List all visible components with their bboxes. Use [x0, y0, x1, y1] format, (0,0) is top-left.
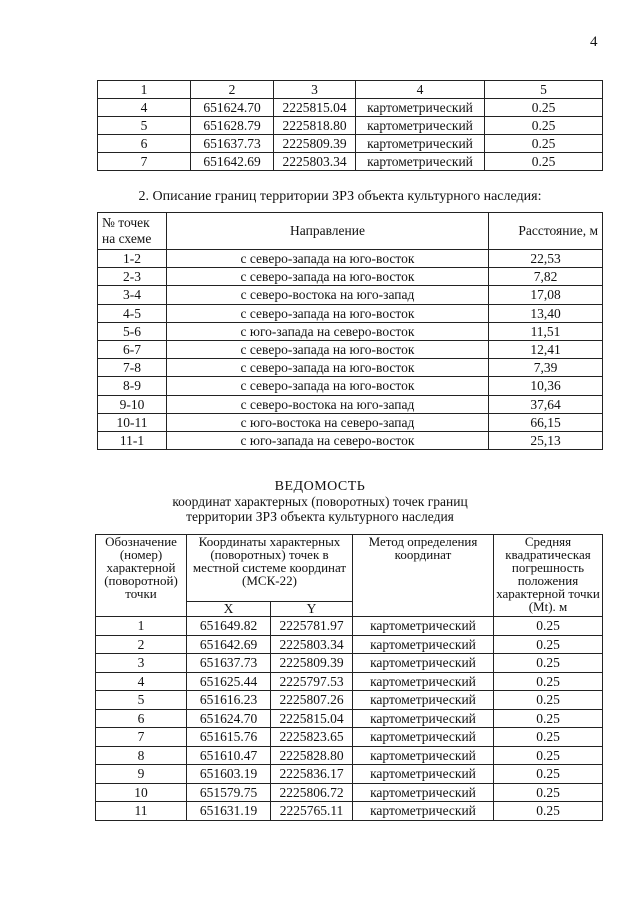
table-row	[96, 802, 603, 821]
table-cell: 651642.69	[187, 635, 271, 654]
table-cell: 25,13	[489, 431, 603, 449]
table-cell: 2225815.04	[274, 99, 356, 117]
table-cell: 0.25	[494, 617, 603, 636]
table-cell: 2225809.39	[274, 135, 356, 153]
table-row	[96, 746, 603, 765]
table-cell: 9-10	[98, 395, 167, 413]
table-cell: 0.25	[485, 135, 603, 153]
table-cell: 17,08	[489, 286, 603, 304]
table-cell: с северо-запада на юго-восток	[167, 268, 489, 286]
table-row	[98, 322, 603, 340]
table-cell: картометрический	[356, 117, 485, 135]
table-cell: 2225765.11	[271, 802, 353, 821]
table-cell: 6-7	[98, 340, 167, 358]
table-cell: картометрический	[353, 783, 494, 802]
table-cell: 2225815.04	[271, 709, 353, 728]
table-cell: картометрический	[356, 135, 485, 153]
header-cell: 3	[274, 81, 356, 99]
table-cell: 5-6	[98, 322, 167, 340]
table-cell: 10,36	[489, 377, 603, 395]
table-cell: с юго-запада на северо-восток	[167, 322, 489, 340]
table-cell: 0.25	[485, 117, 603, 135]
table-cell: 0.25	[494, 654, 603, 673]
table-cell: картометрический	[356, 153, 485, 171]
table-row	[98, 304, 603, 322]
table-cell: картометрический	[353, 654, 494, 673]
table-cell: картометрический	[353, 617, 494, 636]
table-cell: 2225828.80	[271, 746, 353, 765]
table-cell: 2225806.72	[271, 783, 353, 802]
coordinates-table-continued	[97, 80, 603, 171]
table-cell: 7	[96, 728, 187, 747]
boundary-description-caption: 2. Описание границ территории ЗРЗ объекта культурного наследия:	[138, 189, 542, 204]
table-cell: 1-2	[98, 250, 167, 268]
table-cell: картометрический	[353, 802, 494, 821]
table-cell: 2225836.17	[271, 765, 353, 784]
characteristic-points-table	[95, 534, 603, 821]
table-cell: 0.25	[494, 802, 603, 821]
table-cell: с северо-запада на юго-восток	[167, 250, 489, 268]
table-cell: с юго-запада на северо-восток	[167, 431, 489, 449]
table-cell: 0.25	[494, 765, 603, 784]
table-cell: 2225781.97	[271, 617, 353, 636]
table-cell: 8	[96, 746, 187, 765]
table-row	[96, 765, 603, 784]
table-row	[98, 135, 603, 153]
table-cell: 7-8	[98, 359, 167, 377]
table-cell: картометрический	[353, 746, 494, 765]
table-cell: 11,51	[489, 322, 603, 340]
table-row	[98, 377, 603, 395]
table-cell: 9	[96, 765, 187, 784]
table-header-row	[96, 535, 603, 602]
header-direction: Направление	[167, 213, 489, 250]
header-method: Метод определения координат	[353, 535, 494, 617]
table-header-row	[98, 81, 603, 99]
table-cell: 11-1	[98, 431, 167, 449]
table-row	[96, 617, 603, 636]
table-cell: 0.25	[485, 99, 603, 117]
table-cell: картометрический	[353, 728, 494, 747]
table-row	[98, 359, 603, 377]
header-error: Средняя квадратическая погрешность положения характерной точки (Mt). м	[494, 535, 603, 617]
statement-title: ВЕДОМОСТЬ	[274, 479, 366, 494]
table-row	[98, 431, 603, 449]
table-cell: картометрический	[353, 709, 494, 728]
table-cell: 5	[96, 691, 187, 710]
table-cell: 651637.73	[191, 135, 274, 153]
table-cell: 2-3	[98, 268, 167, 286]
table-cell: 12,41	[489, 340, 603, 358]
page-number: 4	[590, 34, 598, 50]
table-cell: 0.25	[494, 635, 603, 654]
table-cell: 0.25	[494, 783, 603, 802]
table-cell: 2225818.80	[274, 117, 356, 135]
header-cell: 1	[98, 81, 191, 99]
table-cell: 651631.19	[187, 802, 271, 821]
header-cell: 2	[191, 81, 274, 99]
table-cell: 4	[98, 99, 191, 117]
header-x: X	[187, 602, 271, 617]
table-cell: 651628.79	[191, 117, 274, 135]
table-cell: картометрический	[353, 691, 494, 710]
table-row	[98, 340, 603, 358]
header-point-numbers: № точек на схеме	[98, 213, 167, 250]
table-row	[98, 268, 603, 286]
table-cell: с юго-востока на северо-запад	[167, 413, 489, 431]
table-cell: 0.25	[485, 153, 603, 171]
table-cell: 651616.23	[187, 691, 271, 710]
table-cell: 651603.19	[187, 765, 271, 784]
header-y: Y	[271, 602, 353, 617]
table-cell: с северо-запада на юго-восток	[167, 359, 489, 377]
table-cell: 8-9	[98, 377, 167, 395]
table-cell: 651642.69	[191, 153, 274, 171]
header-coordinates: Координаты характерных (поворотных) точек в местной системе координат (МСК-22)	[187, 535, 353, 602]
table-cell: 2	[96, 635, 187, 654]
table-row	[98, 250, 603, 268]
table-cell: 0.25	[494, 691, 603, 710]
header-cell: 5	[485, 81, 603, 99]
table-cell: с северо-востока на юго-запад	[167, 286, 489, 304]
table-cell: 651610.47	[187, 746, 271, 765]
table-row	[98, 413, 603, 431]
table-cell: 4-5	[98, 304, 167, 322]
table-cell: картометрический	[353, 765, 494, 784]
table-cell: с северо-запада на юго-восток	[167, 304, 489, 322]
statement-subtitle-line1: координат характерных (поворотных) точек границ	[172, 494, 468, 509]
table-row	[96, 783, 603, 802]
table-cell: 2225797.53	[271, 672, 353, 691]
table-cell: 3	[96, 654, 187, 673]
table-row	[98, 286, 603, 304]
header-point-designation: Обозначение (номер) характерной (поворотной) точки	[96, 535, 187, 617]
table-header-row	[98, 213, 603, 250]
table-cell: 6	[96, 709, 187, 728]
table-cell: 0.25	[494, 728, 603, 747]
table-cell: 7	[98, 153, 191, 171]
header-cell: 4	[356, 81, 485, 99]
table-row	[96, 635, 603, 654]
header-distance: Расстояние, м	[489, 213, 603, 250]
table-cell: 651625.44	[187, 672, 271, 691]
table-cell: 6	[98, 135, 191, 153]
table-cell: 1	[96, 617, 187, 636]
table-cell: 0.25	[494, 746, 603, 765]
statement-subtitle-line2: территории ЗРЗ объекта культурного наследия	[186, 509, 454, 524]
table-cell: 22,53	[489, 250, 603, 268]
table-cell: 651615.76	[187, 728, 271, 747]
table-cell: 10-11	[98, 413, 167, 431]
table-cell: 2225823.65	[271, 728, 353, 747]
table-row	[98, 99, 603, 117]
table-cell: 2225803.34	[271, 635, 353, 654]
table-cell: 651624.70	[191, 99, 274, 117]
table-row	[98, 117, 603, 135]
boundary-description-table	[97, 212, 603, 450]
table-cell: 7,82	[489, 268, 603, 286]
table-cell: 2225803.34	[274, 153, 356, 171]
table-row	[96, 691, 603, 710]
table-cell: 37,64	[489, 395, 603, 413]
table-cell: с северо-запада на юго-восток	[167, 340, 489, 358]
table-cell: 651624.70	[187, 709, 271, 728]
table-cell: 651579.75	[187, 783, 271, 802]
table-cell: 0.25	[494, 709, 603, 728]
table-row	[98, 153, 603, 171]
table-cell: 651637.73	[187, 654, 271, 673]
table-cell: с северо-запада на юго-восток	[167, 377, 489, 395]
table-row	[98, 395, 603, 413]
table-cell: 13,40	[489, 304, 603, 322]
table-cell: 0.25	[494, 672, 603, 691]
table-row	[96, 672, 603, 691]
table-row	[96, 728, 603, 747]
table-cell: с северо-востока на юго-запад	[167, 395, 489, 413]
table-row	[96, 654, 603, 673]
table-cell: 66,15	[489, 413, 603, 431]
table-cell: картометрический	[353, 672, 494, 691]
table-row	[96, 709, 603, 728]
table-cell: 651649.82	[187, 617, 271, 636]
table-cell: 3-4	[98, 286, 167, 304]
table-cell: 10	[96, 783, 187, 802]
table-cell: картометрический	[353, 635, 494, 654]
table-cell: картометрический	[356, 99, 485, 117]
table-cell: 2225809.39	[271, 654, 353, 673]
table-cell: 2225807.26	[271, 691, 353, 710]
table-cell: 11	[96, 802, 187, 821]
table-cell: 7,39	[489, 359, 603, 377]
table-cell: 5	[98, 117, 191, 135]
table-cell: 4	[96, 672, 187, 691]
